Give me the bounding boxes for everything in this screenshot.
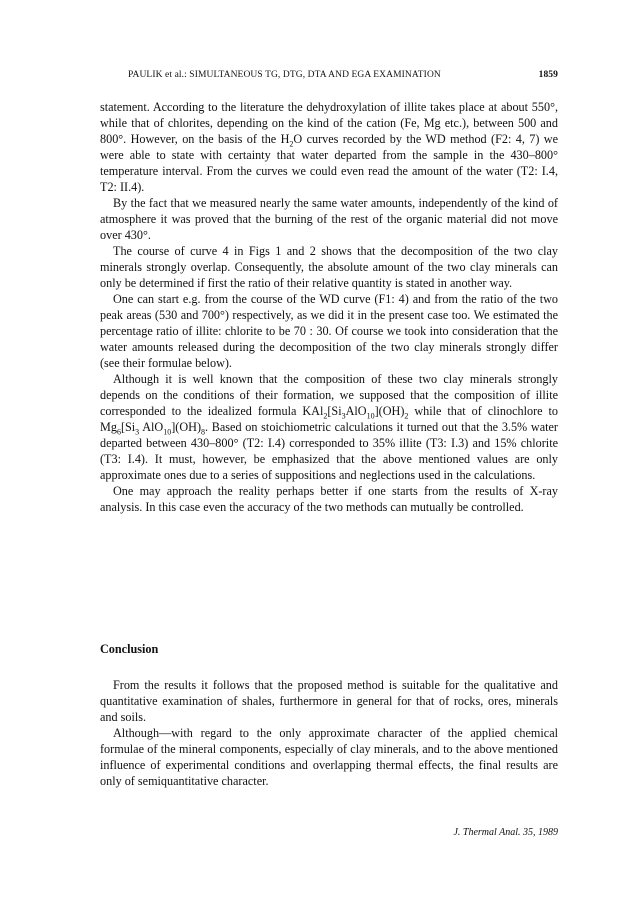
page-number: 1859: [538, 70, 558, 80]
body-text: [100, 99, 558, 515]
conclusion-paragraph-1: From the results it follows that the proposed method is suitable for the qualitative and quantitative examination of shales, furthermore in general for that of rocks, ores, minerals and soils.: [100, 678, 558, 724]
paragraph-1-text-b: O curves recorded by the WD method (F2: 4, 7) we were able to state with certainty that water departed from the sample in the 430–800° temperature interval. From the curves we could even read the amount of the water (T2: I.4, T2: II.4).: [100, 132, 558, 194]
running-title: PAULIK et al.: SIMULTANEOUS TG, DTG, DTA AND EGA EXAMINATION: [128, 70, 441, 80]
paragraph-5-text-f: [Si: [120, 420, 136, 434]
paragraph-1-text-a: statement. According to the literature the dehydroxylation of illite takes place at about 550°, while that of chlorites, depending on the kind of the cation (Fe, Mg etc.), between 500 and 800°. However, on the basis of the H: [100, 100, 558, 146]
subscript: 2: [289, 139, 294, 149]
paragraph-5-text-c: AlO: [345, 404, 367, 418]
paragraph-1: [100, 99, 558, 195]
paragraph-5-text-g: AlO: [139, 420, 164, 434]
paragraph-5-text-h: ](OH): [171, 420, 201, 434]
subscript: 3: [135, 427, 140, 437]
section-heading-conclusion: Conclusion: [100, 642, 159, 656]
subscript: 10: [163, 427, 172, 437]
paragraph-5-text-d: ](OH): [374, 404, 405, 418]
paragraph-3: The course of curve 4 in Figs 1 and 2 shows that the decomposition of the two clay minerals strongly overlap. Consequently, the absolute amount of the two clay minerals can only be determined if first the ratio of their relative quantity is stated in another way.: [100, 244, 558, 290]
subscript: 3: [341, 411, 346, 421]
subscript: 10: [366, 411, 375, 421]
subscript: 8: [201, 427, 205, 437]
paragraph-5: [100, 371, 558, 483]
conclusion-text: [100, 677, 558, 789]
subscript: 6: [116, 427, 121, 437]
subscript: 2: [323, 411, 328, 421]
conclusion-paragraph-2: Although—with regard to the only approximate character of the applied chemical formulae of the mineral components, especially of clay minerals, and to the above mentioned influence of experimental conditions and overlapping thermal effects, the final results are only of semiquantitative character.: [100, 726, 558, 788]
subscript: 2: [404, 411, 409, 421]
paragraph-5-text-b: [Si: [327, 404, 342, 418]
paragraph-5-text-a: Although it is well known that the composition of these two clay minerals strongly depends on the conditions of their formation, we supposed that the composition of illite corresponded to the idealized formula KAl: [100, 372, 558, 418]
paragraph-2: By the fact that we measured nearly the same water amounts, independently of the kind of atmosphere it was proved that the burning of the rest of the organic material did not move over 430°.: [100, 196, 558, 242]
running-head: [128, 70, 558, 80]
paragraph-5-text-i: . Based on stoichiometric calculations it turned out that the 3.5% water departed between 430–800° (T2: I.4) corresponded to 35% illite (T3: I.3) and 15% chlorite (T3: I.4). It must, however, be emphasized that the above mentioned values are only approximate ones due to a series of suppositions and neglections used in the calculations.: [100, 420, 558, 482]
paragraph-4: One can start e.g. from the course of the WD curve (F1: 4) and from the ratio of the two peak areas (530 and 700°) respectively, as we did it in the present case too. We estimated the percentage ratio of illite: chlorite to be 70 : 30. Of course we took into consideration that the water amounts released during the decomposition of the two clay minerals strongly differ (see their formulae below).: [100, 292, 558, 370]
journal-citation: J. Thermal Anal. 35, 1989: [453, 827, 558, 838]
paragraph-6: One may approach the reality perhaps better if one starts from the results of X-ray analysis. In this case even the accuracy of the two methods can mutually be controlled.: [100, 484, 558, 514]
paragraph-5-text-e: while that of clinochlore to Mg: [100, 404, 558, 434]
